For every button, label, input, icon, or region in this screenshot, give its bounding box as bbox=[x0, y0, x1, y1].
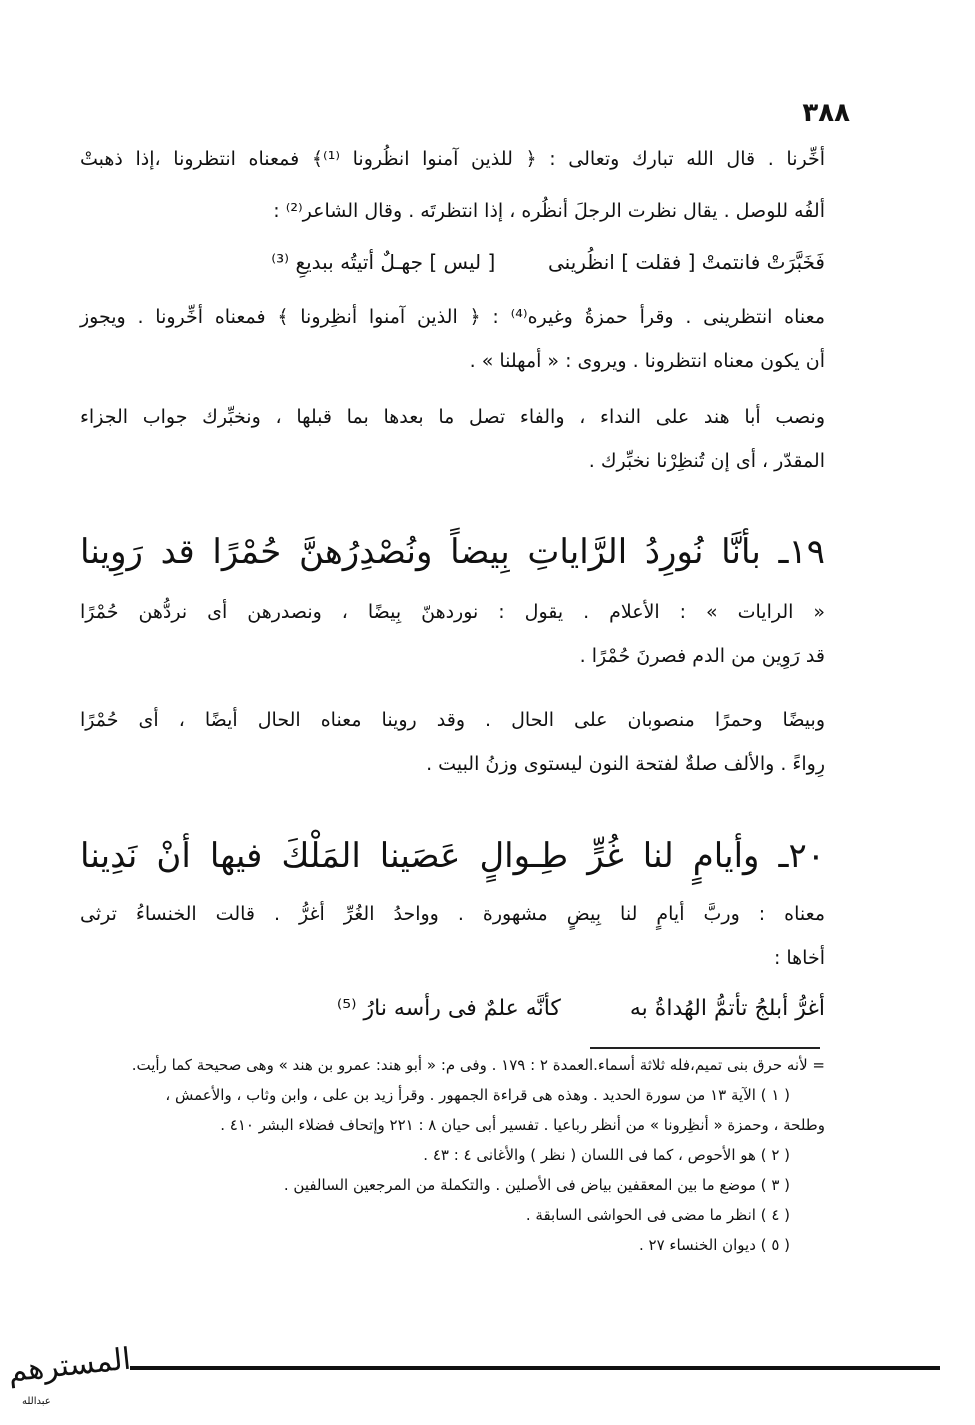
paragraph-4 bbox=[80, 590, 825, 678]
paragraph-6 bbox=[80, 892, 825, 980]
text-line: قد رَوِين من الدم فصرنَ حُمْرًا . bbox=[579, 645, 825, 667]
verse-hemistich-left: كأنَّه علمٌ فى رأسه نارُ ⁽⁵⁾ bbox=[336, 996, 561, 1021]
text-line: أخاها : bbox=[773, 947, 825, 969]
footnotes bbox=[80, 1050, 825, 1260]
bottom-rule bbox=[130, 1366, 940, 1370]
text-line: المقدّر ، أى إن تُنظِرْنا نخبِّرك . bbox=[588, 450, 825, 472]
footnote-1-cont: وطلحة ، وحمزة « أنظِرونا » من أنظر رباعيا . تفسير أبى حيان ٨ : ٢٢١ وإتحاف فضلاء البشر ٤١٠ . bbox=[220, 1116, 825, 1134]
watermark-stamp bbox=[6, 1338, 133, 1418]
poem-verse: ١٩ـ بأنَّا نُورِدُ الرَّاياتِ بِيضاً ونُصْدِرُهنَّ حُمْرًا قد رَوِينا bbox=[80, 532, 825, 572]
text-line: ونصب أبا هند على النداء ، والفاء تصل ما بعدها بما قبلها ، ونخبِّرك جواب الجزاء bbox=[80, 406, 825, 428]
text-line: أن يكون معناه انتظرونا . ويروى : « أمهلنا » . bbox=[469, 350, 825, 372]
poem-line-19 bbox=[80, 522, 825, 582]
watermark-subtext: عبدالله bbox=[22, 1396, 51, 1407]
text-line: معناه انتظرينى . وقرأ حمزةُ وغيره⁽⁴⁾ : ﴿ الذين آمنوا أنظِرونا ﴾ فمعناه أخِّرونا . ويجوز bbox=[80, 306, 826, 328]
footnote-4: ( ٤ ) انظر ما مضى فى الحواشى السابقة . bbox=[525, 1206, 790, 1224]
poem-line-20 bbox=[80, 826, 825, 886]
page-number: ٣٨٨ bbox=[802, 98, 850, 128]
text-line: معناه : وربَّ أيامٍ لنا بِيضٍ مشهورة . وواحدُ الغُرِّ أغرُّ . قالت الخنساءُ ترثى bbox=[80, 903, 825, 925]
verse-hemistich-right: فَخَبَّرَتْ فانتمتْ [ فقلت ] انظُرينى bbox=[548, 250, 825, 274]
text-line: « الرايات » : الأعلام . يقول : نوردهنّ بِيضًا ، ونصدرهن أى نردُّهن حُمْرًا bbox=[80, 601, 825, 623]
footnote-2: ( ٢ ) هو الأحوص ، كما فى اللسان ( نظر ) والأغانى ٤ : ٤٣ . bbox=[423, 1146, 790, 1164]
text-line: رِواءً . والألف صلةٌ لفتحة النون ليستوى وزنُ البيت . bbox=[426, 753, 825, 775]
paragraph-3 bbox=[80, 395, 825, 483]
paragraph-5 bbox=[80, 698, 825, 786]
poem-verse: ٢٠ـ وأيامٍ لنا غُرٍّ طِـوالٍ عَصَينا المَلْكَ فيها أنْ نَدِينا bbox=[80, 836, 825, 876]
footnote-1: ( ١ ) الآية ١٣ من سورة الحديد . وهذه هى قراءة الجمهور . وقرأ زيد بن على ، وابن وثاب ، والأعمش ، bbox=[165, 1086, 790, 1104]
watermark-text: المسترهم bbox=[6, 1341, 133, 1390]
paragraph-1 bbox=[80, 137, 825, 233]
footnote-3: ( ٣ ) موضع ما بين المعقفين بياض فى الأصلين . والتكملة من المرجعين السالفين . bbox=[283, 1176, 790, 1194]
verse-line bbox=[80, 238, 825, 286]
verse-hemistich-right: أغرُّ أبلجُ تأتمُّ الهُداةُ به bbox=[629, 996, 825, 1021]
verse-quote-2 bbox=[80, 985, 825, 1033]
verse-quote-1 bbox=[80, 238, 825, 286]
footnote-separator bbox=[590, 1047, 820, 1049]
text-line: ألفُه للوصل . يقال نظرت الرجلَ أنظُره ، إذا انتظرتَه . وقال الشاعر⁽²⁾ : bbox=[273, 200, 825, 222]
text-line: أخِّرنا . قال الله تبارك وتعالى : ﴿ للذين آمنوا انظُرونا ⁽¹⁾﴾ فمعناه انتظرونا ،إذا ذهبتْ bbox=[80, 148, 825, 170]
footnote-5: ( ٥ ) ديوان الخنساء ٢٧ . bbox=[638, 1236, 790, 1254]
verse-hemistich-left: [ ليس ] جهـلٌ أتيتُه ببديعِ ⁽³⁾ bbox=[271, 250, 496, 274]
paragraph-2 bbox=[80, 295, 825, 383]
text-line: وبيضًا وحمرًا منصوبان على الحال . وقد روينا معناه الحال أيضًا ، أى حُمْرًا bbox=[80, 709, 825, 731]
footnote-continuation: = لأنه حرق بنى تميم،فله ثلاثة أسماء.العمدة ٢ : ١٧٩ . وفى م: « أبو هند: عمرو بن هند » وهى صحيحة كما رأيت. bbox=[131, 1056, 825, 1074]
verse-line bbox=[80, 985, 825, 1033]
